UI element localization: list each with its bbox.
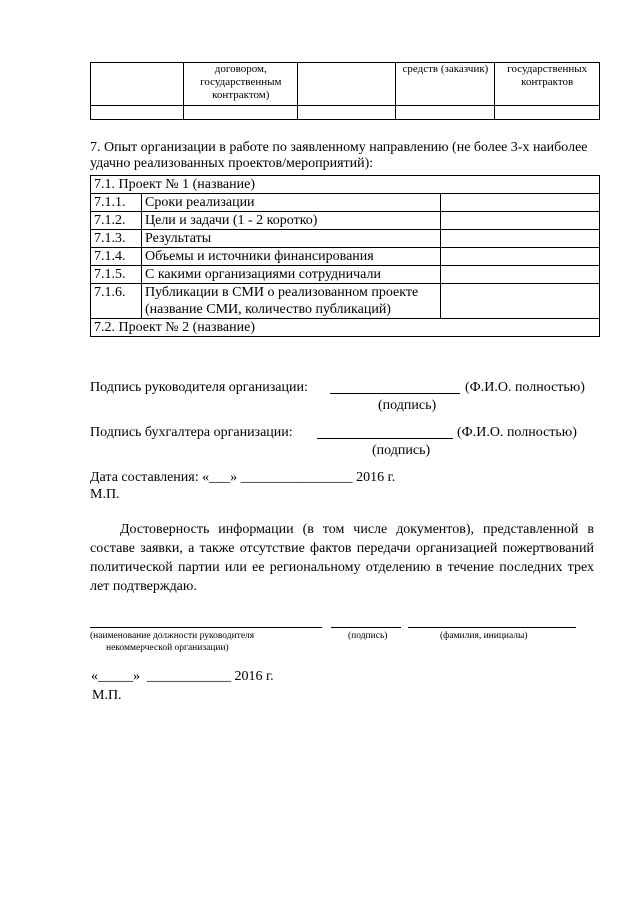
table-cell [91, 63, 184, 106]
table-cell: договором, государственным контрактом) [184, 63, 298, 106]
name-caption: (фамилия, инициалы) [440, 631, 528, 641]
row-label: Цели и задачи (1 - 2 коротко) [142, 212, 441, 230]
table-row [91, 230, 600, 248]
table-row [91, 284, 600, 319]
project-title: 7.1. Проект № 1 (название) [91, 176, 600, 194]
position-caption-2: некоммерческой организации) [106, 643, 229, 653]
signature-line [331, 627, 401, 628]
confirmation-paragraph: Достоверность информации (в том числе документов), представленной в составе заявки, а также отсутствие фактов передачи организацией пожертвований политической партии или ее региональному отделению в течение последних трех лет подтверждаю. [90, 522, 594, 594]
head-signature-line [330, 393, 460, 394]
row-number: 7.1.2. [91, 212, 142, 230]
project-title: 7.2. Проект № 2 (название) [91, 319, 600, 337]
row-value [441, 284, 600, 319]
table-cell [396, 106, 495, 120]
section-heading: 7. Опыт организации в работе по заявленному направлению (не более 3-х наиболее удачно реализованных проектов/мероприятий): [90, 140, 588, 171]
stamp-label: М.П. [90, 487, 120, 502]
table-row [91, 176, 600, 194]
row-value [441, 266, 600, 284]
position-caption: (наименование должности руководителя [90, 631, 255, 641]
table-row [91, 106, 600, 120]
position-line [90, 627, 322, 628]
row-number: 7.1.5. [91, 266, 142, 284]
table-cell [298, 106, 396, 120]
accountant-fio-label: (Ф.И.О. полностью) [457, 425, 577, 440]
table-row [91, 194, 600, 212]
head-signature-caption: (подпись) [378, 398, 437, 413]
head-fio-label: (Ф.И.О. полностью) [465, 380, 585, 395]
accountant-signature-line [317, 438, 453, 439]
table-cell [298, 63, 396, 106]
row-label: Объемы и источники финансирования [142, 248, 441, 266]
date-line: Дата составления: «___» ________________ 2016 г. [90, 470, 396, 485]
row-label: Результаты [142, 230, 441, 248]
table-cell [495, 106, 600, 120]
accountant-signature-caption: (подпись) [372, 443, 431, 458]
name-line [408, 627, 576, 628]
row-value [441, 212, 600, 230]
table-cell [184, 106, 298, 120]
table-row [91, 248, 600, 266]
table-cell: государственных контрактов [495, 63, 600, 106]
table-row [91, 63, 600, 106]
row-value [441, 230, 600, 248]
bottom-stamp-label: М.П. [92, 688, 122, 703]
row-value [441, 248, 600, 266]
table-row [91, 266, 600, 284]
row-number: 7.1.1. [91, 194, 142, 212]
row-label: Сроки реализации [142, 194, 441, 212]
row-value [441, 194, 600, 212]
table-cell: средств (заказчик) [396, 63, 495, 106]
row-label: С какими организациями сотрудничали [142, 266, 441, 284]
accountant-signature-label: Подпись бухгалтера организации: [90, 425, 293, 440]
row-number: 7.1.4. [91, 248, 142, 266]
table-row [91, 212, 600, 230]
signature-caption: (подпись) [348, 631, 388, 641]
projects-table [90, 175, 600, 337]
bottom-date-line: «_____» ____________ 2016 г. [91, 669, 274, 684]
row-label: Публикации в СМИ о реализованном проекте (название СМИ, количество публикаций) [142, 284, 441, 319]
top-table [90, 62, 600, 120]
row-number: 7.1.3. [91, 230, 142, 248]
table-row [91, 319, 600, 337]
table-cell [91, 106, 184, 120]
head-signature-label: Подпись руководителя организации: [90, 380, 308, 395]
row-number: 7.1.6. [91, 284, 142, 319]
